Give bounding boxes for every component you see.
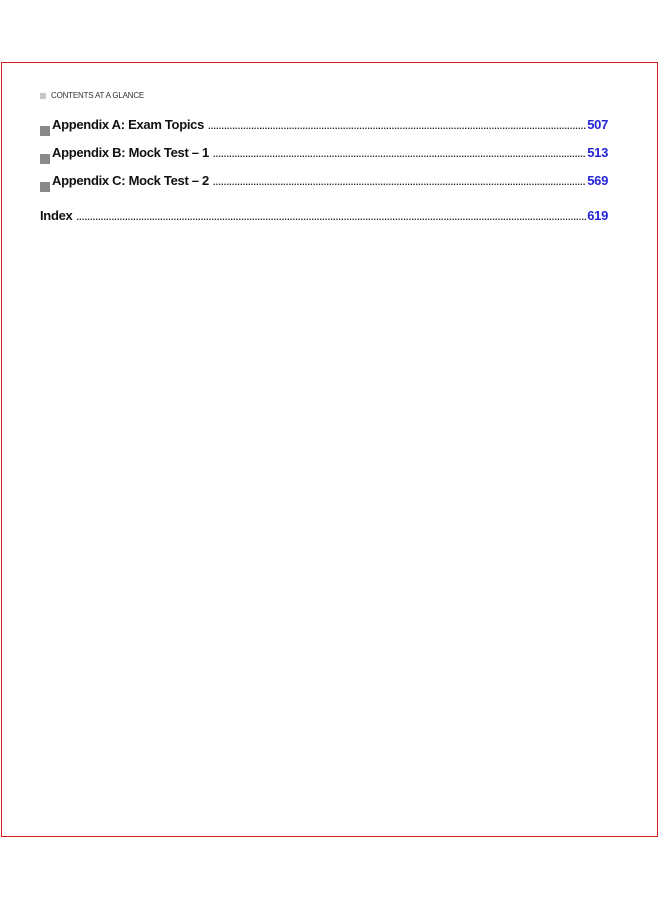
square-bullet-icon (40, 154, 50, 164)
dot-leader (208, 121, 586, 131)
toc-entry-title: Appendix A: Exam Topics (52, 117, 205, 132)
square-bullet-icon (40, 182, 50, 192)
toc-entry-appendix-c[interactable] (40, 173, 608, 201)
running-head-text: CONTENTS AT A GLANCE (51, 91, 145, 100)
toc-entry-title: Index (40, 208, 73, 223)
document-page (1, 62, 658, 837)
table-of-contents (40, 117, 608, 236)
dot-leader (76, 212, 586, 222)
dot-leader (213, 149, 586, 159)
toc-entry-page-link[interactable]: 569 (587, 173, 608, 188)
toc-entry-appendix-b[interactable] (40, 145, 608, 173)
toc-entry-page-link[interactable]: 507 (587, 117, 608, 132)
dot-leader (213, 177, 586, 187)
toc-entry-title: Appendix C: Mock Test – 2 (52, 173, 209, 188)
square-bullet-icon (40, 93, 46, 99)
toc-entry-index[interactable] (40, 208, 608, 236)
toc-entry-page-link[interactable]: 619 (587, 208, 608, 223)
toc-entry-page-link[interactable]: 513 (587, 145, 608, 160)
running-head (40, 91, 144, 100)
toc-entry-title: Appendix B: Mock Test – 1 (52, 145, 209, 160)
square-bullet-icon (40, 126, 50, 136)
toc-entry-appendix-a[interactable] (40, 117, 608, 145)
